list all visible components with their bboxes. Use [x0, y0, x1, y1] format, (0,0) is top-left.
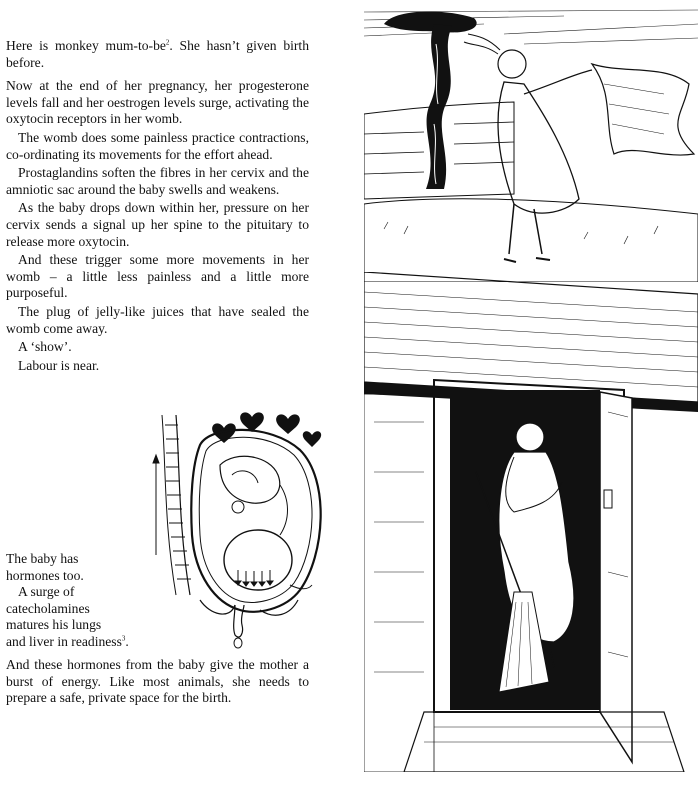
illustration-woman-wind-svg: [364, 4, 698, 282]
baby-line-2: hormones too.: [6, 567, 84, 583]
illustration-woman-sweeping: [364, 272, 698, 772]
closing-text: And these hormones from the baby give the mother a burst of energy. Like most animals, she needs to prepare a safe, private space for the birth.: [6, 657, 309, 706]
paragraph-plug: The plug of jelly-like juices that have sealed the womb come away.: [6, 303, 309, 336]
paragraph-intro: [6, 38, 309, 71]
footnote-ref-3[interactable]: 3: [121, 634, 126, 643]
baby-line-6-period: .: [125, 633, 129, 649]
closing-paragraph: [6, 657, 309, 707]
womb-diagram-svg: [140, 405, 330, 655]
baby-line-3: A surge of: [18, 584, 75, 600]
baby-line-5: matures his lungs: [6, 617, 102, 633]
baby-line-1: The baby has: [6, 551, 79, 566]
baby-line-6: [6, 634, 166, 651]
paragraph-prostaglandins: Prostaglandins soften the fibres in her cervix and the amniotic sac around the baby swells and weakens.: [6, 165, 309, 197]
baby-line-6-text: and liver in readiness: [6, 633, 122, 649]
illustration-woman-wind: [364, 4, 698, 282]
heart-icon: [303, 431, 321, 447]
womb-diagram: [140, 405, 330, 655]
intro-text-b: . She hasn’t given birth before.: [6, 38, 310, 70]
main-text-column: [6, 38, 309, 376]
baby-line-4: catecholamines: [6, 600, 90, 616]
paragraph-show: A ‘show’.: [18, 339, 72, 355]
paragraph-movements: And these trigger some more movements in her womb – a little less painless and a little more purposeful.: [6, 252, 309, 301]
baby-hormones-text: [6, 551, 166, 651]
paragraph-hormones: Now at the end of her pregnancy, her progesterone levels fall and her oestrogen levels surge, activating the oxytocin receptors in her womb.: [6, 78, 309, 127]
footnote-ref-2[interactable]: 2: [165, 38, 170, 47]
intro-text-a: Here is monkey mum-to-be: [6, 38, 166, 53]
illustration-woman-sweeping-svg: [364, 272, 698, 772]
paragraph-labour: Labour is near.: [18, 357, 100, 373]
paragraph-pressure: As the baby drops down within her, pressure on her cervix sends a signal up her spine to the pituitary to release more oxytocin.: [6, 200, 309, 249]
paragraph-practice: The womb does some painless practice contractions, co-ordinating its movements for the effort ahead.: [6, 129, 309, 162]
heart-icon: [276, 414, 300, 434]
